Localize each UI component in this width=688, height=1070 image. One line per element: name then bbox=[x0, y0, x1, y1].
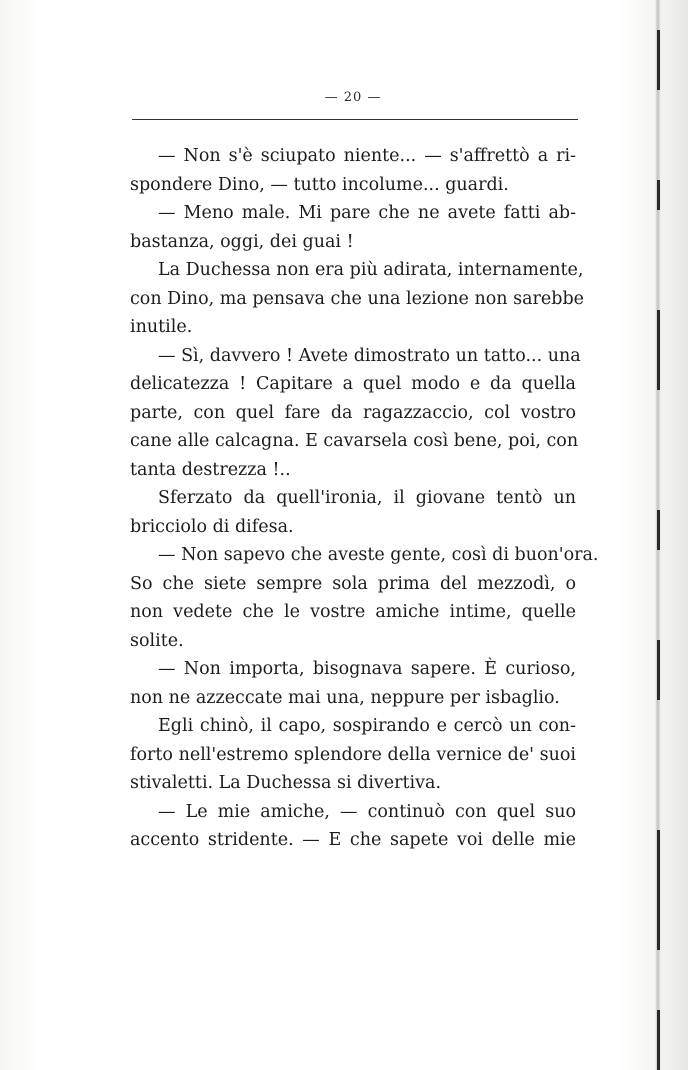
text-line: tanta destrezza !.. bbox=[130, 459, 291, 480]
text-line: parte, con quel fare da ragazzaccio, col vostro bbox=[130, 402, 576, 423]
text-line: bastanza, oggi, dei guai ! bbox=[130, 231, 354, 252]
text-line: con Dino, ma pensava che una lezione non sarebbe bbox=[130, 288, 585, 309]
text-line: inutile. bbox=[130, 317, 193, 337]
body-text bbox=[130, 142, 599, 855]
text-line: La Duchessa non era più adirata, internamente, bbox=[158, 260, 584, 280]
text-line: — Non s'è sciupato niente... — s'affrettò a ri- bbox=[158, 146, 576, 166]
header-rule bbox=[132, 119, 578, 120]
text-line: cane alle calcagna. E cavarsela così bene, poi, con bbox=[130, 431, 579, 451]
text-line: — Sì, davvero ! Avete dimostrato un tatto... una bbox=[158, 345, 581, 366]
text-line: bricciolo di difesa. bbox=[130, 516, 294, 537]
text-line: Egli chinò, il capo, sospirando e cercò un con- bbox=[158, 716, 576, 736]
text-line: Sferzato da quell'ironia, il giovane tentò un bbox=[158, 488, 576, 508]
binding-mark bbox=[657, 1010, 660, 1070]
binding-mark bbox=[657, 830, 660, 950]
binding-mark bbox=[657, 510, 660, 550]
text-line: non vedete che le vostre amiche intime, quelle bbox=[130, 602, 576, 622]
text-line: — Non sapevo che aveste gente, così di buon'ora. bbox=[158, 545, 599, 565]
text-line: solite. bbox=[130, 630, 184, 651]
text-line: — Le mie amiche, — continuò con quel suo bbox=[158, 801, 576, 822]
binding-mark bbox=[657, 640, 660, 700]
text-line: delicatezza ! Capitare a quel modo e da quella bbox=[130, 374, 576, 394]
binding-mark bbox=[657, 310, 660, 390]
binding-mark bbox=[657, 180, 660, 210]
binding-mark bbox=[657, 30, 660, 90]
text-line: non ne azzeccate mai una, neppure per isbaglio. bbox=[130, 687, 560, 708]
text-line: stivaletti. La Duchessa si divertiva. bbox=[130, 773, 442, 793]
page-number: — 20 — bbox=[324, 90, 382, 105]
text-line: forto nell'estremo splendore della vernice de' suoi bbox=[130, 744, 576, 765]
text-line: — Meno male. Mi pare che ne avete fatti ab- bbox=[158, 203, 576, 223]
text-line: So che siete sempre sola prima del mezzodì, o bbox=[130, 573, 576, 594]
text-line: spondere Dino, — tutto incolume... guardi. bbox=[130, 174, 509, 195]
text-line: accento stridente. — E che sapete voi delle mie bbox=[130, 830, 576, 850]
text-line: — Non importa, bisognava sapere. È curioso, bbox=[158, 659, 576, 679]
